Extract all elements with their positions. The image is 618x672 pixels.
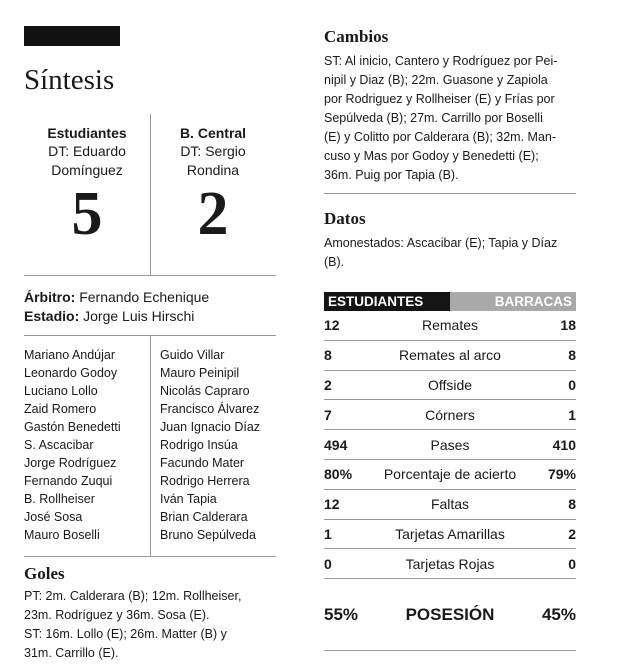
stat-away-value: 8 (568, 347, 576, 364)
section-marker-bar (24, 26, 120, 46)
stat-away-value: 0 (568, 555, 576, 572)
stat-home-value: 80% (324, 466, 353, 483)
away-lineup (160, 346, 278, 544)
list-item: Fernando Zuqui (24, 474, 113, 488)
data-text (324, 234, 576, 272)
text-line: Amonestados: Ascacibar (E); Tapia y Díaz (324, 236, 558, 250)
right-column (324, 26, 576, 651)
substitutions-text (324, 52, 576, 194)
stats-table (324, 292, 576, 651)
goals-title: Goles (24, 564, 65, 583)
list-item: Leonardo Godoy (24, 366, 118, 380)
list-item: Rodrigo Herrera (160, 474, 250, 488)
list-item: José Sosa (24, 510, 83, 524)
table-row (324, 341, 576, 371)
stat-label: Faltas (430, 496, 470, 513)
home-score: 5 (71, 180, 103, 248)
stat-away-value: 8 (568, 496, 576, 513)
stat-home-value: 1 (324, 525, 332, 542)
stats-away-label: BARRACAS (450, 292, 576, 311)
data-section (324, 194, 576, 272)
home-team-name: Estudiantes (47, 125, 127, 141)
goals-section (24, 557, 276, 663)
stadium-name: Jorge Luis Hirschi (83, 308, 195, 324)
text-line: (E) y Colitto por Calderara (B); 32m. Man- (324, 130, 557, 144)
stat-away-value: 1 (568, 406, 576, 423)
text-line: ST: 16m. Lollo (E); 26m. Matter (B) y (24, 627, 227, 641)
text-line: ST: Al inicio, Cantero y Rodríguez por Pei- (324, 54, 558, 68)
stat-home-value: 2 (324, 376, 332, 393)
possession-away: 45% (541, 604, 576, 624)
table-row (324, 549, 576, 579)
page-title: Síntesis (24, 64, 115, 96)
possession-label: POSESIÓN (405, 604, 495, 624)
lineups-divider (150, 336, 151, 556)
referee-name: Fernando Echenique (79, 289, 210, 305)
stat-label: Porcentaje de acierto (383, 466, 517, 483)
list-item: Juan Ignacio Díaz (160, 420, 261, 434)
list-item: Iván Tapia (160, 492, 217, 506)
stadium-line (24, 307, 276, 326)
away-coach-label: DT: Sergio (180, 143, 246, 159)
list-item: B. Rollheiser (24, 492, 95, 506)
list-item: Luciano Lollo (24, 384, 98, 398)
stat-label: Tarjetas Rojas (405, 555, 495, 572)
home-team-block (24, 114, 150, 246)
list-item: Brian Calderara (160, 510, 248, 524)
list-item: Facundo Mater (160, 456, 245, 470)
table-row (324, 430, 576, 460)
list-item: Rodrigo Insúa (160, 438, 238, 452)
list-item: Mauro Boselli (24, 528, 100, 542)
list-item: Guido Villar (160, 348, 225, 362)
text-line: 36m. Puig por Tapia (B). (324, 168, 459, 182)
table-row (324, 490, 576, 520)
list-item: Bruno Sepúlveda (160, 528, 256, 542)
scoreboard (24, 114, 276, 276)
referee-label: Árbitro: (24, 289, 76, 305)
home-coach-name: Domínguez (51, 162, 123, 178)
stat-away-value: 18 (560, 317, 576, 334)
list-item: Mariano Andújar (24, 348, 116, 362)
left-column (24, 26, 276, 663)
table-row (324, 311, 576, 341)
list-item: Francisco Álvarez (160, 402, 260, 416)
text-line: cuso y Mas por Godoy y Benedetti (E); (324, 149, 539, 163)
possession-home: 55% (324, 604, 359, 624)
text-line: PT: 2m. Calderara (B); 12m. Rollheiser, (24, 589, 242, 603)
stat-away-value: 79% (547, 466, 576, 483)
table-row (324, 520, 576, 550)
away-score: 2 (197, 180, 229, 248)
data-title: Datos (324, 209, 366, 228)
stat-home-value: 12 (324, 496, 340, 513)
text-line: por Rodriguez y Rollheiser (E) y Frías por (324, 92, 555, 106)
stadium-label: Estadio: (24, 308, 80, 324)
stat-home-value: 8 (324, 347, 332, 364)
stat-home-value: 12 (324, 317, 340, 334)
stat-away-value: 410 (552, 436, 576, 453)
officials (24, 276, 276, 336)
list-item: Jorge Rodríguez (24, 456, 117, 470)
text-line: (B). (324, 255, 345, 269)
list-item: Mauro Peinipil (160, 366, 240, 380)
list-item: Nicolás Capraro (160, 384, 250, 398)
text-line: 23m. Rodríguez y 36m. Sosa (E). (24, 608, 210, 622)
stat-away-value: 0 (568, 376, 576, 393)
away-coach-name: Rondina (186, 162, 240, 178)
stat-label: Remates al arco (399, 347, 501, 364)
away-team-block (150, 114, 276, 246)
referee-line (24, 288, 276, 307)
stat-label: Córners (425, 406, 475, 423)
lineups (24, 336, 276, 557)
home-lineup (24, 346, 148, 544)
list-item: Gastón Benedetti (24, 420, 121, 434)
table-row (324, 460, 576, 490)
stat-label: Pases (430, 436, 470, 453)
substitutions-title: Cambios (324, 27, 389, 46)
list-item: Zaid Romero (24, 402, 97, 416)
stat-away-value: 2 (568, 525, 576, 542)
goals-text (24, 587, 276, 663)
table-row (324, 371, 576, 401)
home-coach-label: DT: Eduardo (48, 143, 126, 159)
stat-home-value: 7 (324, 406, 332, 423)
away-team-name: B. Central (179, 125, 247, 141)
stat-home-value: 494 (324, 436, 348, 453)
table-row (324, 400, 576, 430)
substitutions-section (324, 26, 576, 194)
stat-label: Remates (421, 317, 479, 334)
stats-home-label: ESTUDIANTES (324, 292, 450, 311)
stat-home-value: 0 (324, 555, 332, 572)
stats-header (324, 292, 576, 311)
possession-row (324, 579, 576, 651)
stat-label: Tarjetas Amarillas (395, 525, 505, 542)
list-item: S. Ascacibar (24, 438, 94, 452)
stat-label: Offside (427, 376, 473, 393)
text-line: 31m. Carrillo (E). (24, 646, 119, 660)
text-line: nipil y Diaz (B); 22m. Guasone y Zapiola (324, 73, 548, 87)
text-line: Sepúlveda (B); 27m. Carrillo por Boselli (324, 111, 543, 125)
